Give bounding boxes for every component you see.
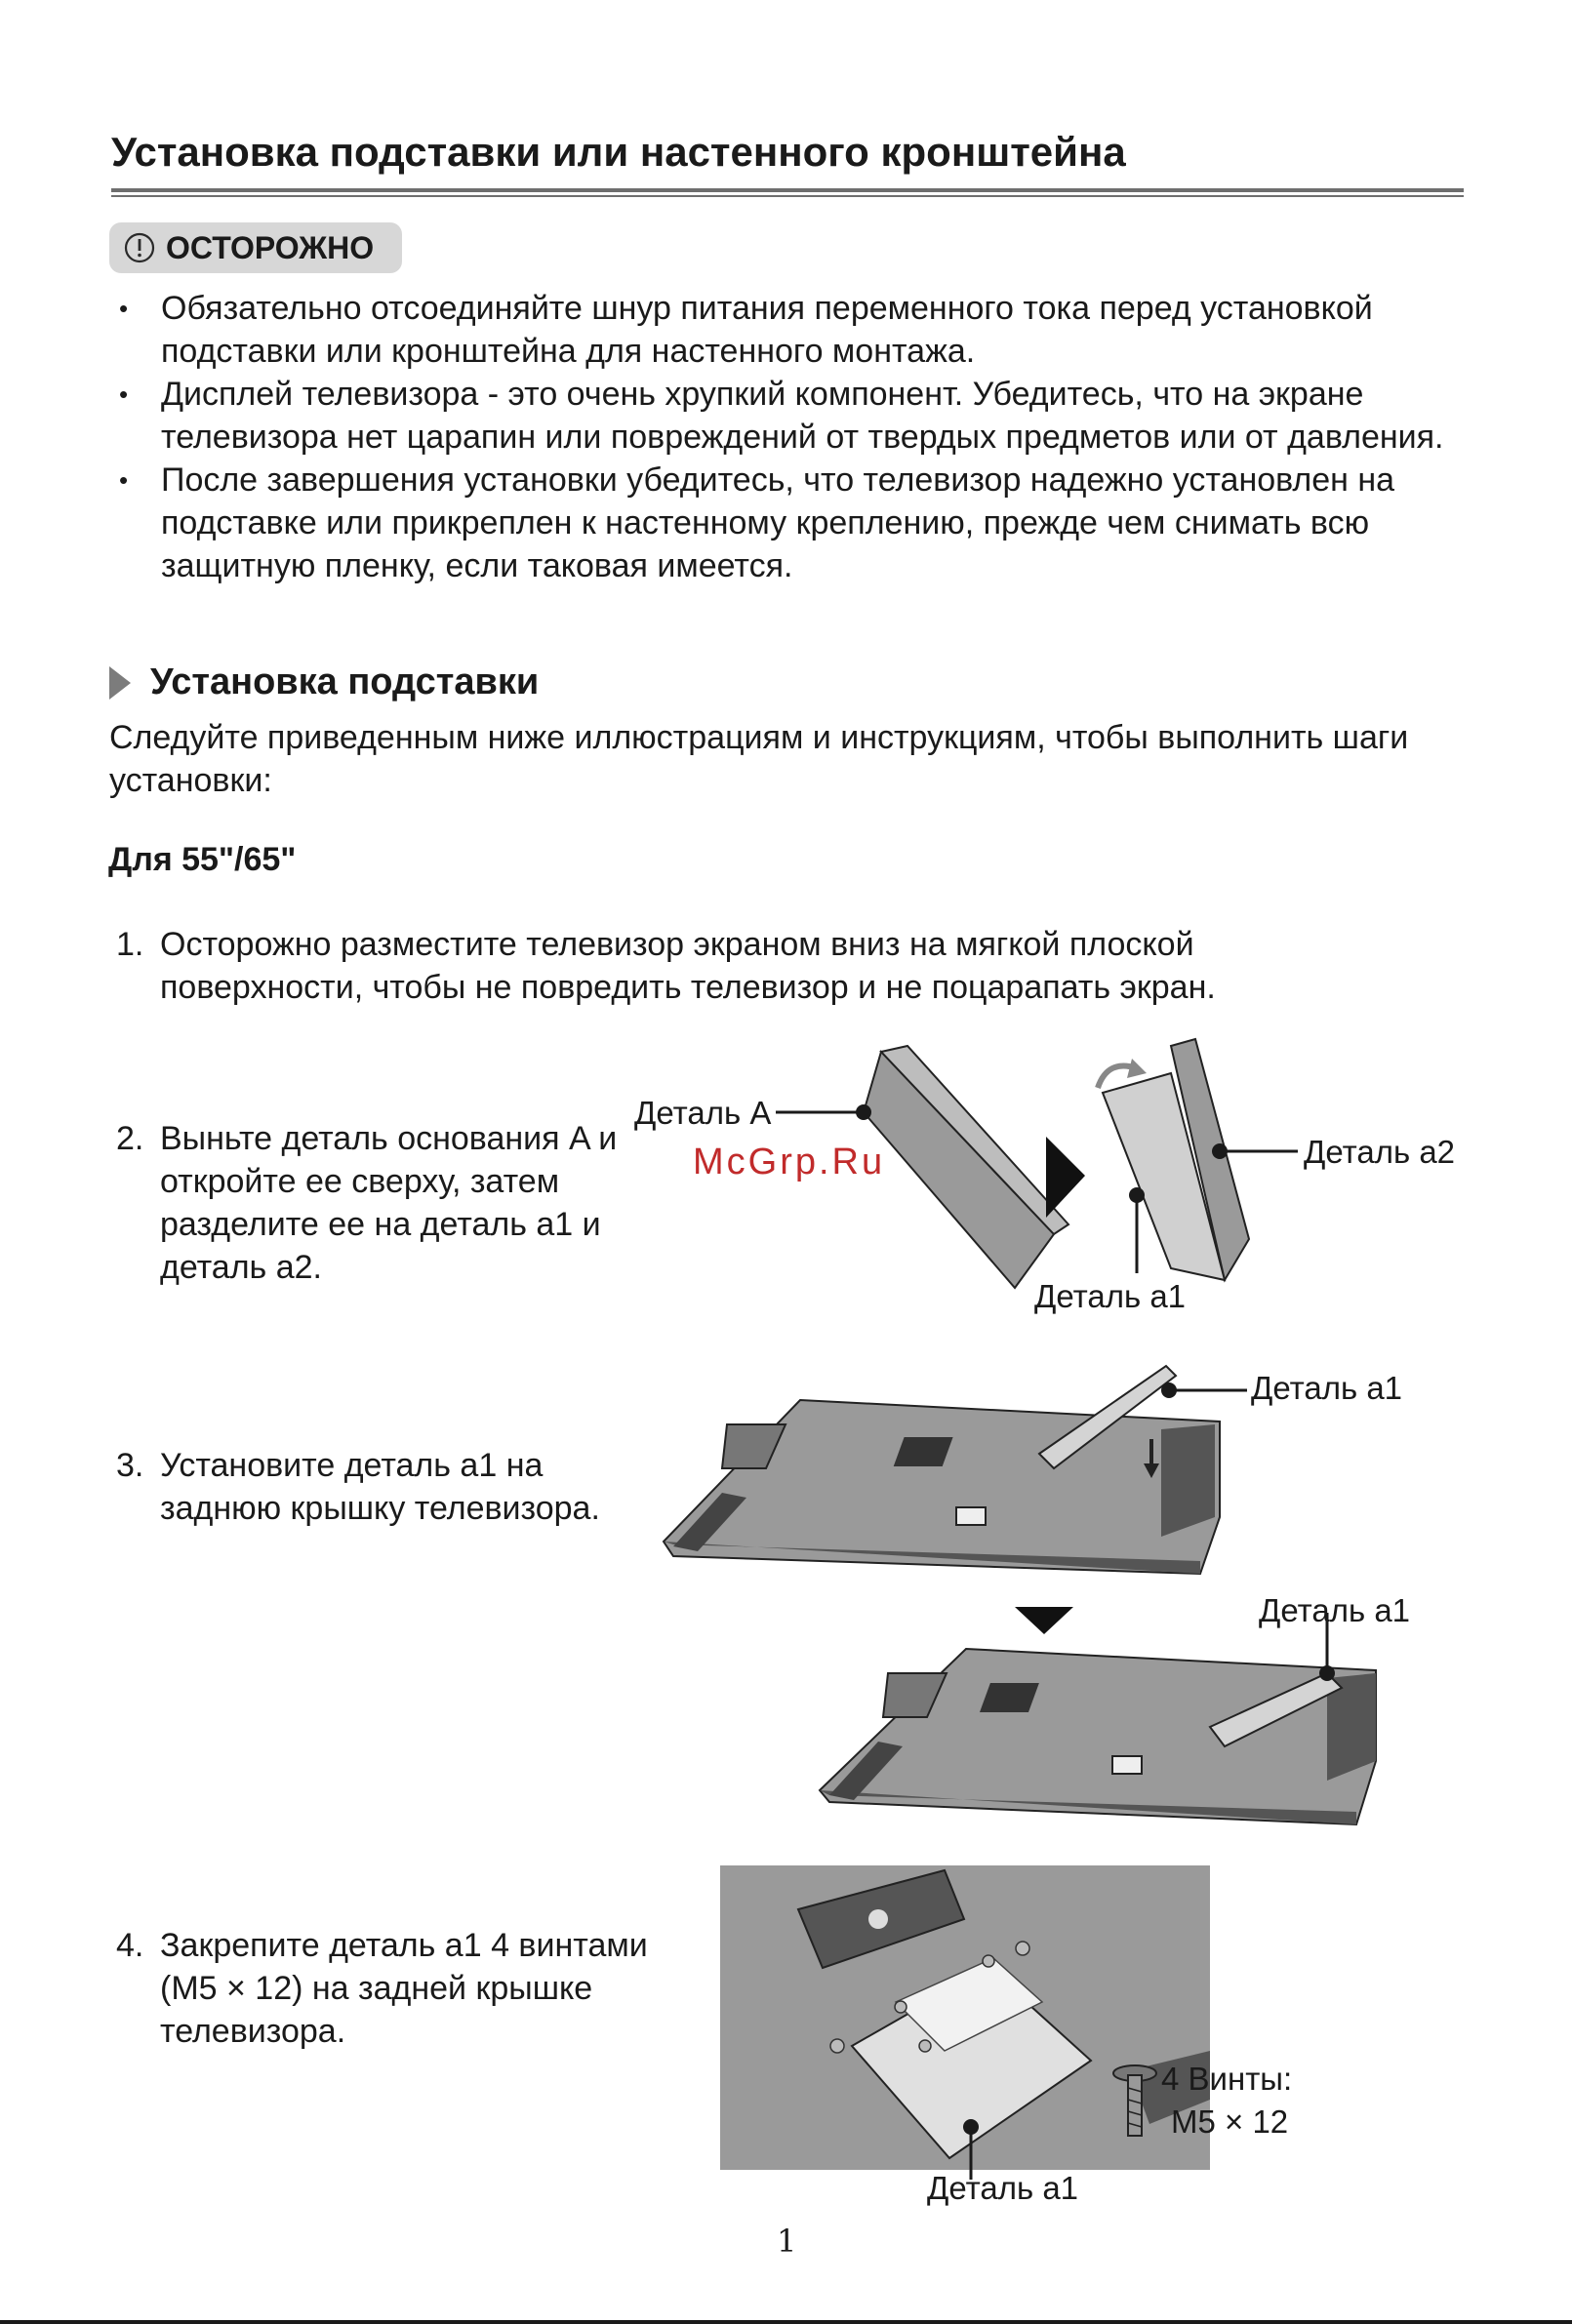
bullet-dot: •: [119, 294, 129, 323]
section-intro: Следуйте приведенным ниже иллюстрациям и инструкциям, чтобы выполнить шаги установки:: [109, 719, 1409, 799]
triangle-marker-icon: [109, 666, 131, 700]
section-heading: [109, 661, 539, 703]
step-text: Установите деталь a1 на заднюю крышку телевизора.: [160, 1447, 600, 1527]
speaker-grille-right: [1161, 1424, 1215, 1537]
part-a1-dot-2: [1319, 1665, 1335, 1681]
vesa-center: [868, 1909, 888, 1929]
step-text: Выньте деталь основания A и откройте ее сверху, затем разделите ее на деталь a1 и деталь a2.: [160, 1120, 618, 1286]
warning-icon: [123, 231, 156, 264]
label-part-a2: Деталь a2: [1304, 1134, 1456, 1170]
label-part-a1-step3-bottom: Деталь a1: [1259, 1592, 1411, 1628]
caution-item-text: После завершения установки убедитесь, что телевизор надежно установлен на подставке или прикреплен к настенному креплению, прежде чем снимать всю защитную пленку, если таковая имеется.: [161, 461, 1395, 584]
caution-item: [111, 287, 1468, 373]
screw-hole: [830, 2039, 844, 2053]
step-number: 2.: [116, 1120, 144, 1157]
title-rule-thin: [111, 195, 1464, 197]
label-screws-size: M5 × 12: [1171, 2104, 1289, 2140]
caution-item: [111, 459, 1468, 587]
caution-list: [111, 287, 1468, 587]
footer-rule: [0, 2320, 1572, 2324]
part-a1-dot: [1161, 1382, 1177, 1398]
page-number: 1: [777, 2223, 797, 2260]
part-a2-dot: [1212, 1143, 1228, 1159]
step-number: 3.: [116, 1447, 144, 1484]
caution-item-text: Дисплей телевизора - это очень хрупкий компонент. Убедитесь, что на экране телевизора нет царапин или повреждений от твердых предметов или от давления.: [161, 376, 1444, 456]
step-text: Осторожно разместите телевизор экраном вниз на мягкой плоской поверхности, чтобы не повредить телевизор и не поцарапать экран.: [160, 926, 1216, 1006]
part-a1-dot: [1129, 1187, 1145, 1203]
caution-label: ОСТОРОЖНО: [166, 229, 375, 265]
label-part-a: Деталь A: [634, 1095, 772, 1131]
step-4-illustration: [720, 1865, 1481, 2187]
arrow-down-icon: [1015, 1607, 1073, 1634]
caution-item-text: Обязательно отсоединяйте шнур питания переменного тока перед установкой подставки или кронштейна для настенного монтажа.: [161, 290, 1373, 370]
part-a1-dot: [963, 2119, 979, 2135]
bullet-dot: •: [119, 465, 129, 495]
step-3: [116, 1444, 667, 1530]
step-4: [116, 1924, 706, 2053]
part-a-dot: [856, 1104, 871, 1120]
step-2: [116, 1117, 638, 1289]
screw-hole: [895, 2001, 907, 2013]
arrow-right-icon: [1046, 1137, 1085, 1218]
title-rule: [111, 188, 1464, 192]
label-screws-count: 4 Винты:: [1161, 2061, 1293, 2097]
caution-badge: [109, 222, 402, 273]
step-number: 4.: [116, 1927, 144, 1964]
step-1: [116, 923, 1350, 1009]
label-part-a1-step3-top: Деталь a1: [1251, 1370, 1403, 1406]
base-a-drawing: [864, 1052, 1054, 1288]
watermark: McGrp.Ru: [693, 1142, 886, 1182]
open-arrow-head-icon: [1127, 1059, 1147, 1078]
model-heading: Для 55"/65": [108, 841, 297, 878]
screw-hole: [1016, 1942, 1029, 1955]
page-title: Установка подставки или настенного кронштейна: [111, 129, 1126, 175]
caution-item: [111, 373, 1468, 459]
mount-slot: [956, 1507, 986, 1525]
bullet-dot: •: [119, 380, 129, 409]
step-text: Закрепите деталь a1 4 винтами (M5 × 12) на задней крышке телевизора.: [160, 1927, 648, 2050]
section-title: Установка подставки: [150, 661, 540, 702]
label-part-a1-step2: Деталь a1: [1034, 1278, 1187, 1314]
screw-hole: [919, 2040, 931, 2052]
label-part-a1-step4: Деталь a1: [927, 2170, 1079, 2206]
mount-slot-2: [1112, 1756, 1142, 1774]
step-number: 1.: [116, 926, 144, 963]
screw-hole: [983, 1955, 994, 1967]
